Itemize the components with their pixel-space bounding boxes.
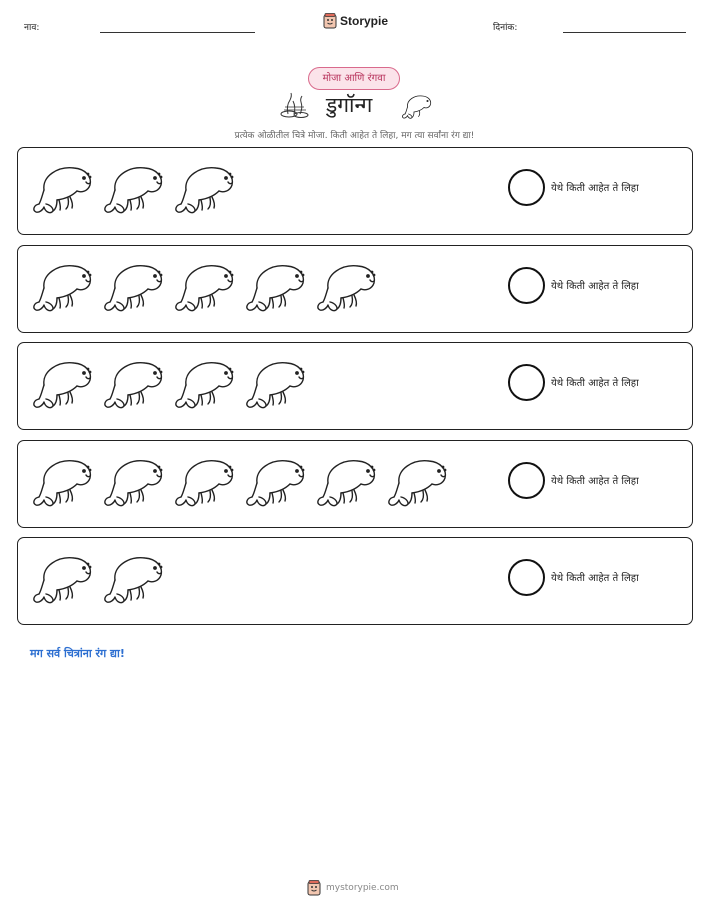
answer-circle[interactable] bbox=[508, 267, 545, 304]
manatee-picture-icon[interactable] bbox=[30, 160, 96, 216]
manatee-picture-icon[interactable] bbox=[101, 160, 167, 216]
manatee-picture-icon[interactable] bbox=[314, 453, 380, 509]
instructions-text: प्रत्येक ओळीतील चित्रे मोजा. किती आहेत ते लिहा, मग त्या सर्वांना रंग द्या! bbox=[234, 131, 475, 141]
manatee-picture-icon[interactable] bbox=[30, 550, 96, 606]
activity-badge: मोजा आणि रंगवा bbox=[308, 67, 400, 90]
answer-label: येथे किती आहेत ते लिहा bbox=[551, 183, 639, 194]
date-line[interactable] bbox=[563, 32, 686, 33]
manatee-picture-icon[interactable] bbox=[172, 453, 238, 509]
manatee-picture-icon[interactable] bbox=[30, 355, 96, 411]
storypie-book-icon bbox=[323, 13, 337, 29]
seaweed-rocks-icon bbox=[280, 92, 310, 118]
storypie-book-icon bbox=[306, 880, 322, 896]
name-label: नाव: bbox=[24, 23, 40, 33]
manatee-picture-icon[interactable] bbox=[101, 453, 167, 509]
footer bbox=[306, 880, 399, 896]
count-row bbox=[17, 440, 693, 528]
name-line[interactable] bbox=[100, 32, 255, 33]
manatee-picture-icon[interactable] bbox=[243, 453, 309, 509]
answer-circle[interactable] bbox=[508, 462, 545, 499]
page-title: डुगॉन्ग bbox=[326, 93, 373, 117]
manatee-picture-icon[interactable] bbox=[243, 355, 309, 411]
date-label: दिनांक: bbox=[493, 23, 518, 33]
manatee-picture-icon[interactable] bbox=[172, 258, 238, 314]
answer-circle[interactable] bbox=[508, 169, 545, 206]
manatee-picture-icon[interactable] bbox=[172, 355, 238, 411]
manatee-picture-icon[interactable] bbox=[243, 258, 309, 314]
count-row bbox=[17, 537, 693, 625]
manatee-picture-icon[interactable] bbox=[101, 258, 167, 314]
manatee-picture-icon[interactable] bbox=[30, 453, 96, 509]
title-row bbox=[280, 90, 440, 124]
answer-label: येथे किती आहेत ते लिहा bbox=[551, 573, 639, 584]
manatee-picture-icon[interactable] bbox=[101, 355, 167, 411]
manatee-title-icon bbox=[398, 92, 436, 120]
footer-site: mystorypie.com bbox=[326, 883, 399, 893]
answer-circle[interactable] bbox=[508, 559, 545, 596]
answer-label: येथे किती आहेत ते लिहा bbox=[551, 280, 639, 292]
answer-label: येथे किती आहेत ते लिहा bbox=[551, 475, 639, 487]
manatee-picture-icon[interactable] bbox=[314, 258, 380, 314]
count-row bbox=[17, 342, 693, 430]
manatee-picture-icon[interactable] bbox=[172, 160, 238, 216]
answer-circle[interactable] bbox=[508, 364, 545, 401]
count-row bbox=[17, 147, 693, 235]
manatee-picture-icon[interactable] bbox=[385, 453, 451, 509]
manatee-picture-icon[interactable] bbox=[30, 258, 96, 314]
answer-label: येथे किती आहेत ते लिहा bbox=[551, 378, 639, 389]
manatee-picture-icon[interactable] bbox=[101, 550, 167, 606]
color-them-note: मग सर्व चित्रांना रंग द्या! bbox=[30, 647, 125, 660]
brand-logo bbox=[323, 13, 388, 29]
count-row bbox=[17, 245, 693, 333]
brand-name: Storypie bbox=[340, 14, 389, 28]
